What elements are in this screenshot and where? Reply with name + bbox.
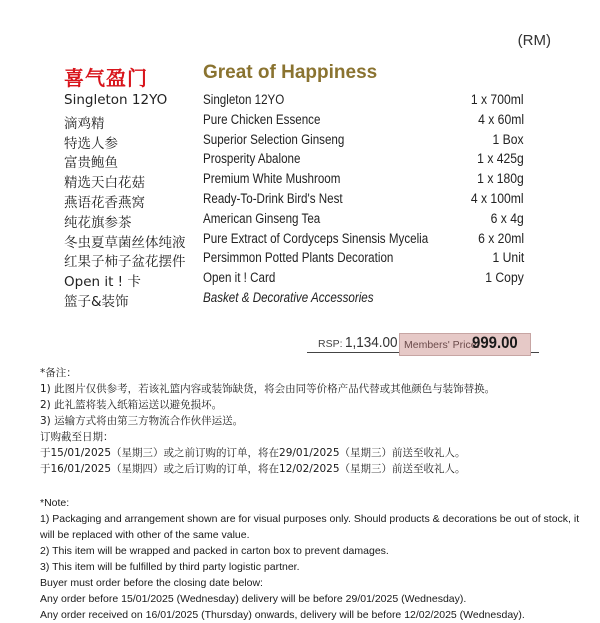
item-name-en: Pure Extract of Cordyceps Sinensis Mycelia — [203, 230, 429, 246]
rsp-value: 1,134.00 — [345, 334, 398, 351]
item-name-en: Pure Chicken Essence — [203, 111, 321, 127]
item-quantity: 6 x 20ml — [478, 230, 524, 246]
item-row — [0, 290, 600, 310]
item-name-en: Singleton 12YO — [203, 92, 285, 107]
item-row — [0, 132, 600, 152]
item-row — [0, 92, 600, 112]
members-price-label: Members' Price: — [404, 339, 480, 351]
notes-en-line: 1) Packaging and arrangement shown are for visual purposes only. Should products & decorations be out of stock, it will be replaced with other of the same value. — [40, 513, 580, 541]
item-name-en: Open it ! Card — [203, 270, 276, 286]
members-price-value: 999.00 — [472, 333, 518, 352]
item-row — [0, 211, 600, 231]
item-quantity: 6 x 4g — [490, 210, 524, 226]
item-row — [0, 151, 600, 171]
item-quantity: 1 x 425g — [477, 151, 524, 167]
notes-en-line: Any order before 15/01/2025 (Wednesday) delivery will be before 29/01/2025 (Wednesday). — [40, 593, 467, 605]
item-quantity: 1 x 700ml — [471, 92, 524, 107]
item-name-en: Ready-To-Drink Bird's Nest — [203, 190, 343, 206]
notes-section — [40, 365, 580, 623]
notes-en-line: Buyer must order before the closing date below: — [40, 577, 263, 589]
item-name-cn: 滴鸡精 — [64, 115, 105, 132]
item-name-cn: 红果子柿子盆花摆件 — [64, 254, 186, 271]
item-quantity: 1 Copy — [485, 270, 524, 286]
item-row — [0, 231, 600, 251]
notes-en-line: 2) This item will be wrapped and packed in carton box to prevent damages. — [40, 545, 389, 557]
rsp-label: RSP: — [318, 338, 343, 350]
hamper-title-cn: 喜气盈门 — [64, 66, 148, 90]
item-name-cn: 富贵鲍鱼 — [64, 155, 118, 172]
notes-cn-line: 3) 运输方式将由第三方物流合作伙伴运送。 — [40, 415, 244, 427]
item-quantity: 4 x 60ml — [478, 111, 524, 127]
item-name-cn: 特选人参 — [64, 135, 118, 152]
item-name-en: Persimmon Potted Plants Decoration — [203, 250, 394, 266]
item-name-en: Premium White Mushroom — [203, 171, 341, 187]
item-name-en: Prosperity Abalone — [203, 151, 301, 167]
item-row — [0, 171, 600, 191]
notes-en-heading: *Note: — [40, 497, 70, 509]
notes-en-line: 3) This item will be fulfilled by third party logistic partner. — [40, 561, 300, 573]
item-name-en: American Ginseng Tea — [203, 210, 321, 226]
item-row — [0, 191, 600, 211]
notes-cn-line: 订购截至日期： — [40, 431, 114, 443]
item-name-cn: 冬虫夏草菌丝体纯液 — [64, 234, 186, 251]
hamper-title-en: Great of Happiness — [203, 62, 378, 83]
notes-cn-line: 1) 此图片仅供参考，若该礼篮内容或装饰缺货，将会由同等价格产品代替或其他颜色与装饰替换。 — [40, 383, 496, 395]
item-name-en: Superior Selection Ginseng — [203, 131, 345, 147]
item-name-cn: Open it ! 卡 — [64, 274, 141, 291]
item-name-cn: 篮子&装饰 — [64, 293, 129, 310]
item-name-cn: 精选天白花菇 — [64, 175, 145, 192]
item-quantity: 1 Box — [492, 131, 524, 147]
notes-en-line: Any order received on 16/01/2025 (Thursday) onwards, delivery will be before 12/02/2025 (Wednesday). — [40, 609, 525, 621]
item-list — [0, 92, 600, 310]
item-row — [0, 270, 600, 290]
item-row — [0, 250, 600, 270]
item-name-cn: Singleton 12YO — [64, 92, 168, 108]
item-name-cn: 燕语花香燕窝 — [64, 194, 145, 211]
notes-cn-heading: *备注： — [40, 367, 77, 379]
item-quantity: 1 x 180g — [477, 171, 524, 187]
notes-cn-line: 于15/01/2025（星期三）或之前订购的订单，将在29/01/2025（星期三）前送至收礼人。 — [40, 447, 466, 459]
item-name-cn: 纯花旗参茶 — [64, 214, 132, 231]
notes-cn-line: 于16/01/2025（星期四）或之后订购的订单，将在12/02/2025（星期三）前送至收礼人。 — [40, 463, 466, 475]
currency-label: (RM) — [517, 32, 551, 49]
item-quantity: 1 Unit — [492, 250, 524, 266]
item-quantity: 4 x 100ml — [471, 190, 524, 206]
item-name-en: Basket & Decorative Accessories — [203, 289, 374, 305]
item-row — [0, 112, 600, 132]
notes-cn-line: 2) 此礼篮将装入纸箱运送以避免损坏。 — [40, 399, 223, 411]
